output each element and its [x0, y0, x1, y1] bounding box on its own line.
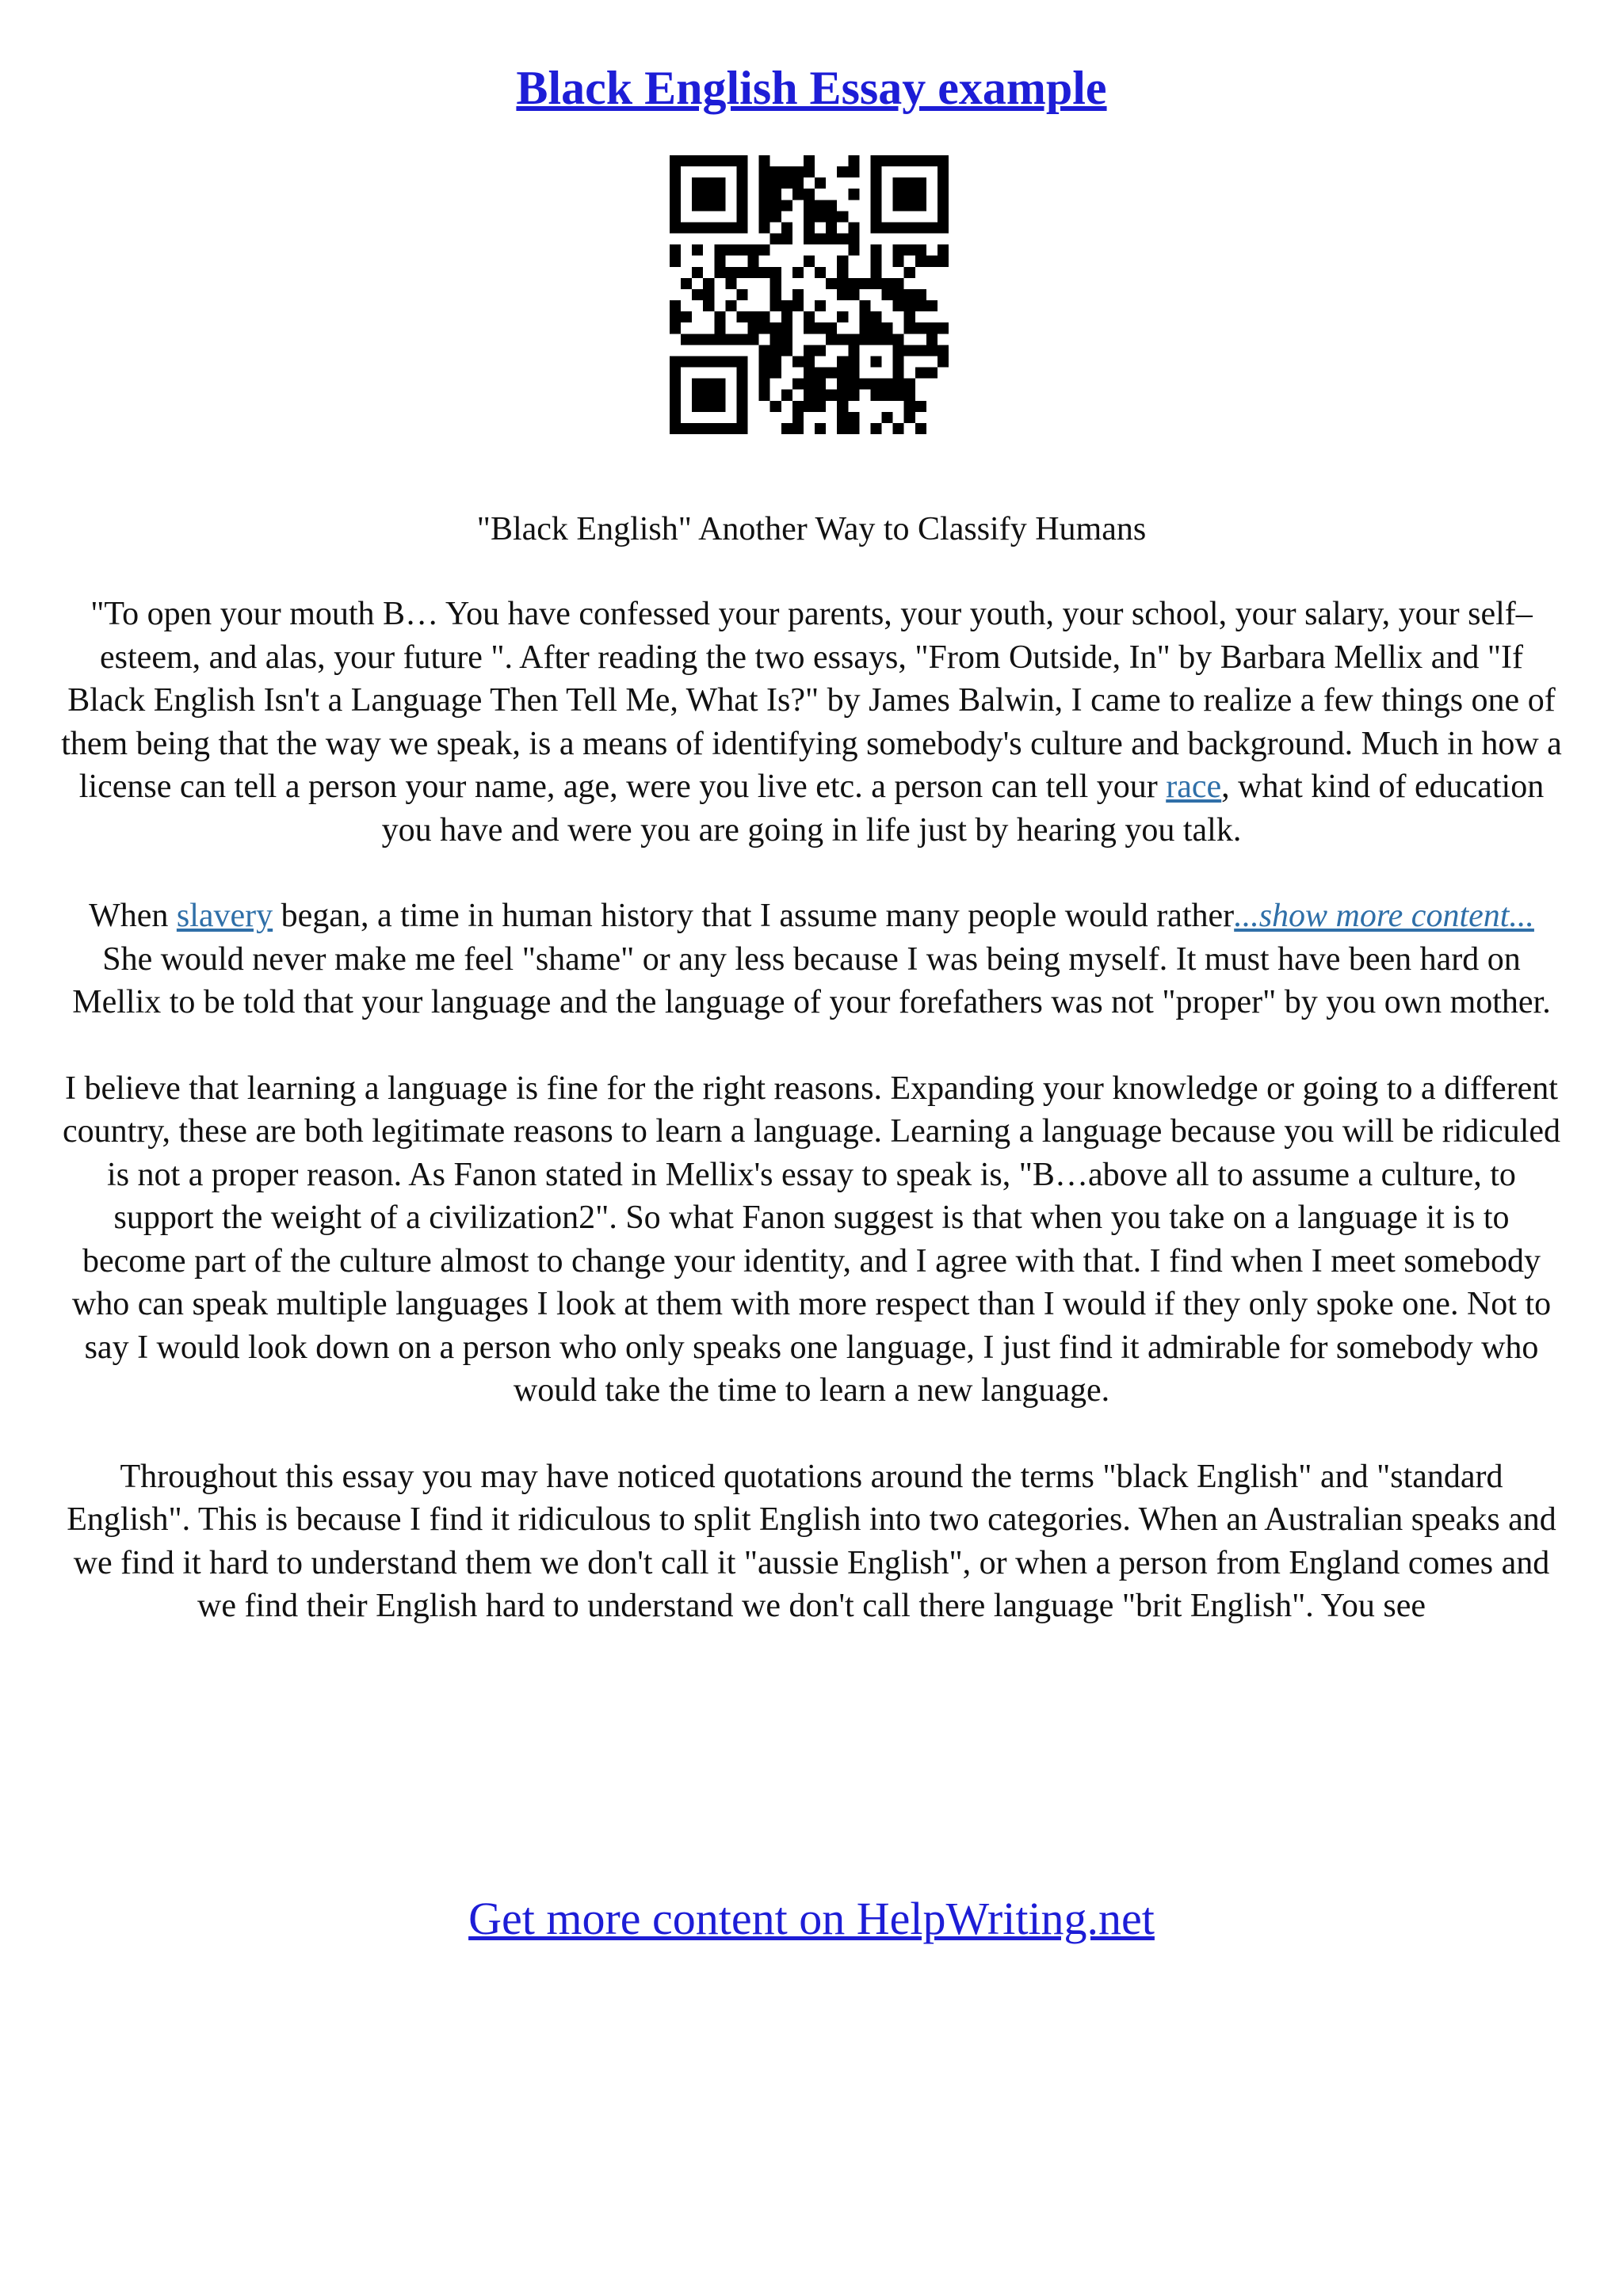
title-link[interactable]: Black English Essay example [516, 62, 1107, 114]
paragraph-4: I believe that learning a language is fine for the right reasons. Expanding your knowledge or going to a different country, these are both legitimate reasons to learn a language. Learning a language because you will be ridiculed is not a proper reason. As Fanon stated in Mellix's essay to speak is, "B…above all to assume a culture, to support the weight of a civilization2". So what Fanon suggest is that when you take on a language it is to become part of the culture almost to change your identity, and I agree with that. I find when I meet somebody who can speak multiple languages I look at them with more respect than I would if they only spoke one. Not to say I would look down on a person who only speaks one language, I just find it admirable for somebody who would take the time to learn a new language. [62, 1070, 1561, 1409]
paragraph-2: When slavery began, a time in human history that I assume many people would rather...show more content... [89, 898, 1534, 934]
race-link[interactable]: race [1166, 769, 1222, 805]
qr-code-icon [670, 155, 949, 434]
show-more-link[interactable]: ...show more content... [1234, 898, 1534, 934]
footer [0, 1887, 1623, 1951]
slavery-link[interactable]: slavery [176, 898, 273, 934]
paragraph-5: Throughout this essay you may have noticed quotations around the terms "black English" and "standard English". This is because I find it ridiculous to split English into two categories. When an Australian speaks and we find it hard to understand them we don't call it "aussie English", or when a person from England comes and we find their English hard to understand we don't call there language "brit English". You see [67, 1458, 1556, 1624]
paragraph-1: "To open your mouth B… You have confessed your parents, your youth, your school, your salary, your self–esteem, and alas, your future ". After reading the two essays, "From Outside, In" by Barbara Mellix and "If Black English Isn't a Language Then Tell Me, What Is?" by James Balwin, I came to realize a few things one of them being that the way we speak, is a means of identifying somebody's culture and background. Much in how a license can tell a person your name, age, were you live etc. a person can tell your race, what kind of education you have and were you are going in life just by hearing you talk. [61, 596, 1562, 849]
paragraph-3: She would never make me feel "shame" or any less because I was being myself. It must have been hard on Mellix to be told that your language and the language of your forefathers was not "proper" by you own mother. [72, 940, 1551, 1020]
footer-link[interactable]: Get more content on HelpWriting.net [468, 1893, 1155, 1944]
page-title [0, 52, 1623, 124]
essay-body [59, 593, 1564, 1671]
essay-subtitle: "Black English" Another Way to Classify Humans [476, 511, 1147, 547]
